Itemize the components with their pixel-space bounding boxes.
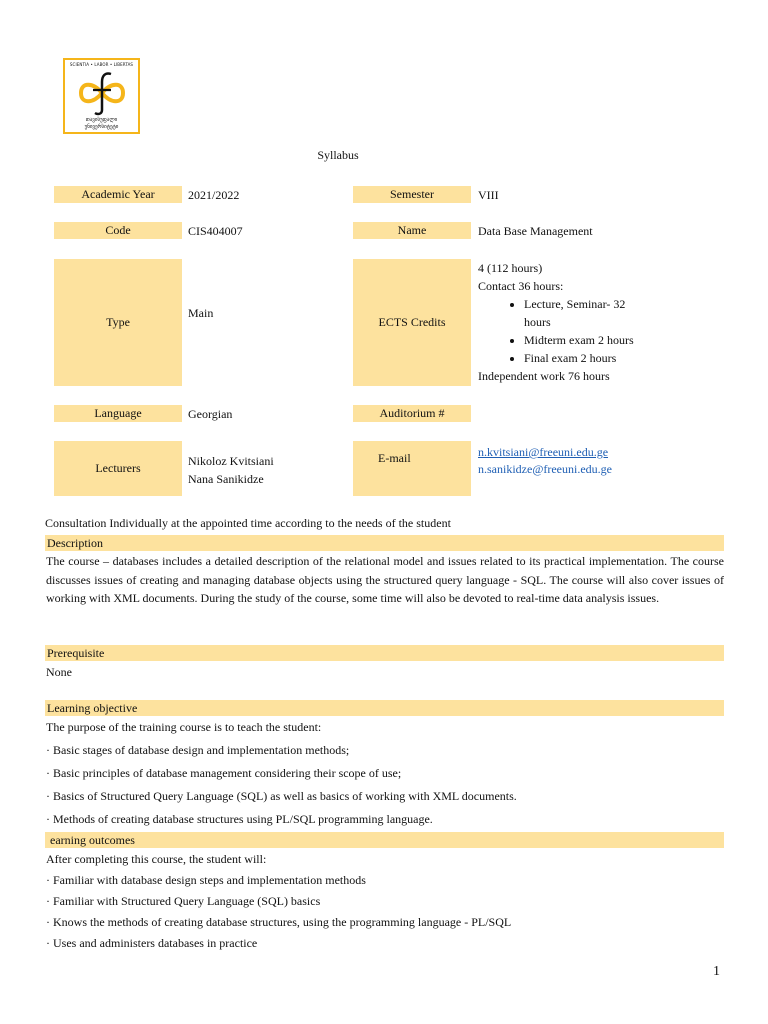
code-label: Code bbox=[54, 222, 182, 239]
description-heading: Description bbox=[45, 535, 724, 551]
learning-objective-item: · Methods of creating database structures using PL/SQL programming language. bbox=[46, 812, 433, 826]
university-logo bbox=[63, 58, 140, 134]
ects-item: • Lecture, Seminar- 32 hours bbox=[524, 295, 649, 331]
email-label: E-mail bbox=[353, 441, 471, 496]
code-value: CIS404007 bbox=[188, 224, 243, 238]
type-label: Type bbox=[54, 259, 182, 386]
consultation-text: Consultation Individually at the appointed time according to the needs of the student bbox=[45, 516, 451, 530]
semester-label: Semester bbox=[353, 186, 471, 203]
ects-item: • Midterm exam 2 hours bbox=[524, 331, 658, 349]
logo-name-line2: უნივერსიტეტი bbox=[84, 124, 119, 130]
ects-independent: Independent work 76 hours bbox=[478, 369, 610, 383]
learning-outcomes-item: · Knows the methods of creating database structures, using the programming language - PL/SQL bbox=[46, 915, 512, 929]
prerequisite-heading: Prerequisite bbox=[45, 645, 724, 661]
learning-outcomes-intro: After completing this course, the student will: bbox=[46, 852, 267, 866]
ects-details bbox=[478, 259, 658, 385]
language-label: Language bbox=[54, 405, 182, 422]
learning-objective-item: · Basic principles of database management considering their scope of use; bbox=[46, 766, 402, 780]
page-title: Syllabus bbox=[317, 148, 359, 162]
description-text: The course – databases includes a detailed description of the relational model and issues related to its practical implementation. The course discusses issues of creating and managing database objects using the structured query language - SQL. The course will also cover issues of working with XML documents. During the study of the course, some time will also be devoted to real-time data analysis issues. bbox=[46, 554, 724, 605]
lecturer-name: Nikoloz Kvitsiani bbox=[188, 454, 274, 468]
type-value: Main bbox=[188, 306, 214, 320]
name-label: Name bbox=[353, 222, 471, 239]
semester-value: VIII bbox=[478, 188, 499, 202]
ects-contact: Contact 36 hours: bbox=[478, 279, 564, 293]
learning-outcomes-item: · Familiar with Structured Query Language (SQL) basics bbox=[46, 894, 321, 908]
learning-outcomes-heading: earning outcomes bbox=[45, 832, 724, 848]
language-value: Georgian bbox=[188, 407, 233, 421]
academic-year-label: Academic Year bbox=[54, 186, 182, 203]
logo-name-line1: თავისუფალი bbox=[85, 117, 118, 123]
ects-label: ECTS Credits bbox=[353, 259, 471, 386]
lecturer-email-link[interactable]: n.sanikidze@freeuni.edu.ge bbox=[478, 462, 612, 476]
learning-objective-heading: Learning objective bbox=[45, 700, 724, 716]
academic-year-value: 2021/2022 bbox=[188, 188, 240, 202]
page-number: 1 bbox=[713, 964, 720, 979]
lecturers-label: Lecturers bbox=[54, 441, 182, 496]
learning-outcomes-item: · Uses and administers databases in practice bbox=[46, 936, 258, 950]
logo-symbol-icon bbox=[71, 70, 133, 116]
lecturer-email-link[interactable]: n.kvitsiani@freeuni.edu.ge bbox=[478, 445, 609, 459]
lecturer-name: Nana Sanikidze bbox=[188, 472, 264, 486]
ects-item: • Final exam 2 hours bbox=[524, 349, 658, 367]
learning-objective-intro: The purpose of the training course is to teach the student: bbox=[46, 720, 322, 734]
learning-outcomes-item: · Familiar with database design steps and implementation methods bbox=[46, 873, 366, 887]
auditorium-label: Auditorium # bbox=[353, 405, 471, 422]
ects-breakdown bbox=[478, 295, 658, 367]
learning-objective-item: · Basic stages of database design and implementation methods; bbox=[46, 743, 350, 757]
learning-objective-item: · Basics of Structured Query Language (SQL) as well as basics of working with XML documents. bbox=[46, 789, 517, 803]
prerequisite-text: None bbox=[46, 665, 72, 679]
ects-total: 4 (112 hours) bbox=[478, 261, 543, 275]
name-value: Data Base Management bbox=[478, 224, 593, 238]
logo-motto: SCIENTIA • LABOR • LIBERTAS bbox=[69, 62, 134, 67]
